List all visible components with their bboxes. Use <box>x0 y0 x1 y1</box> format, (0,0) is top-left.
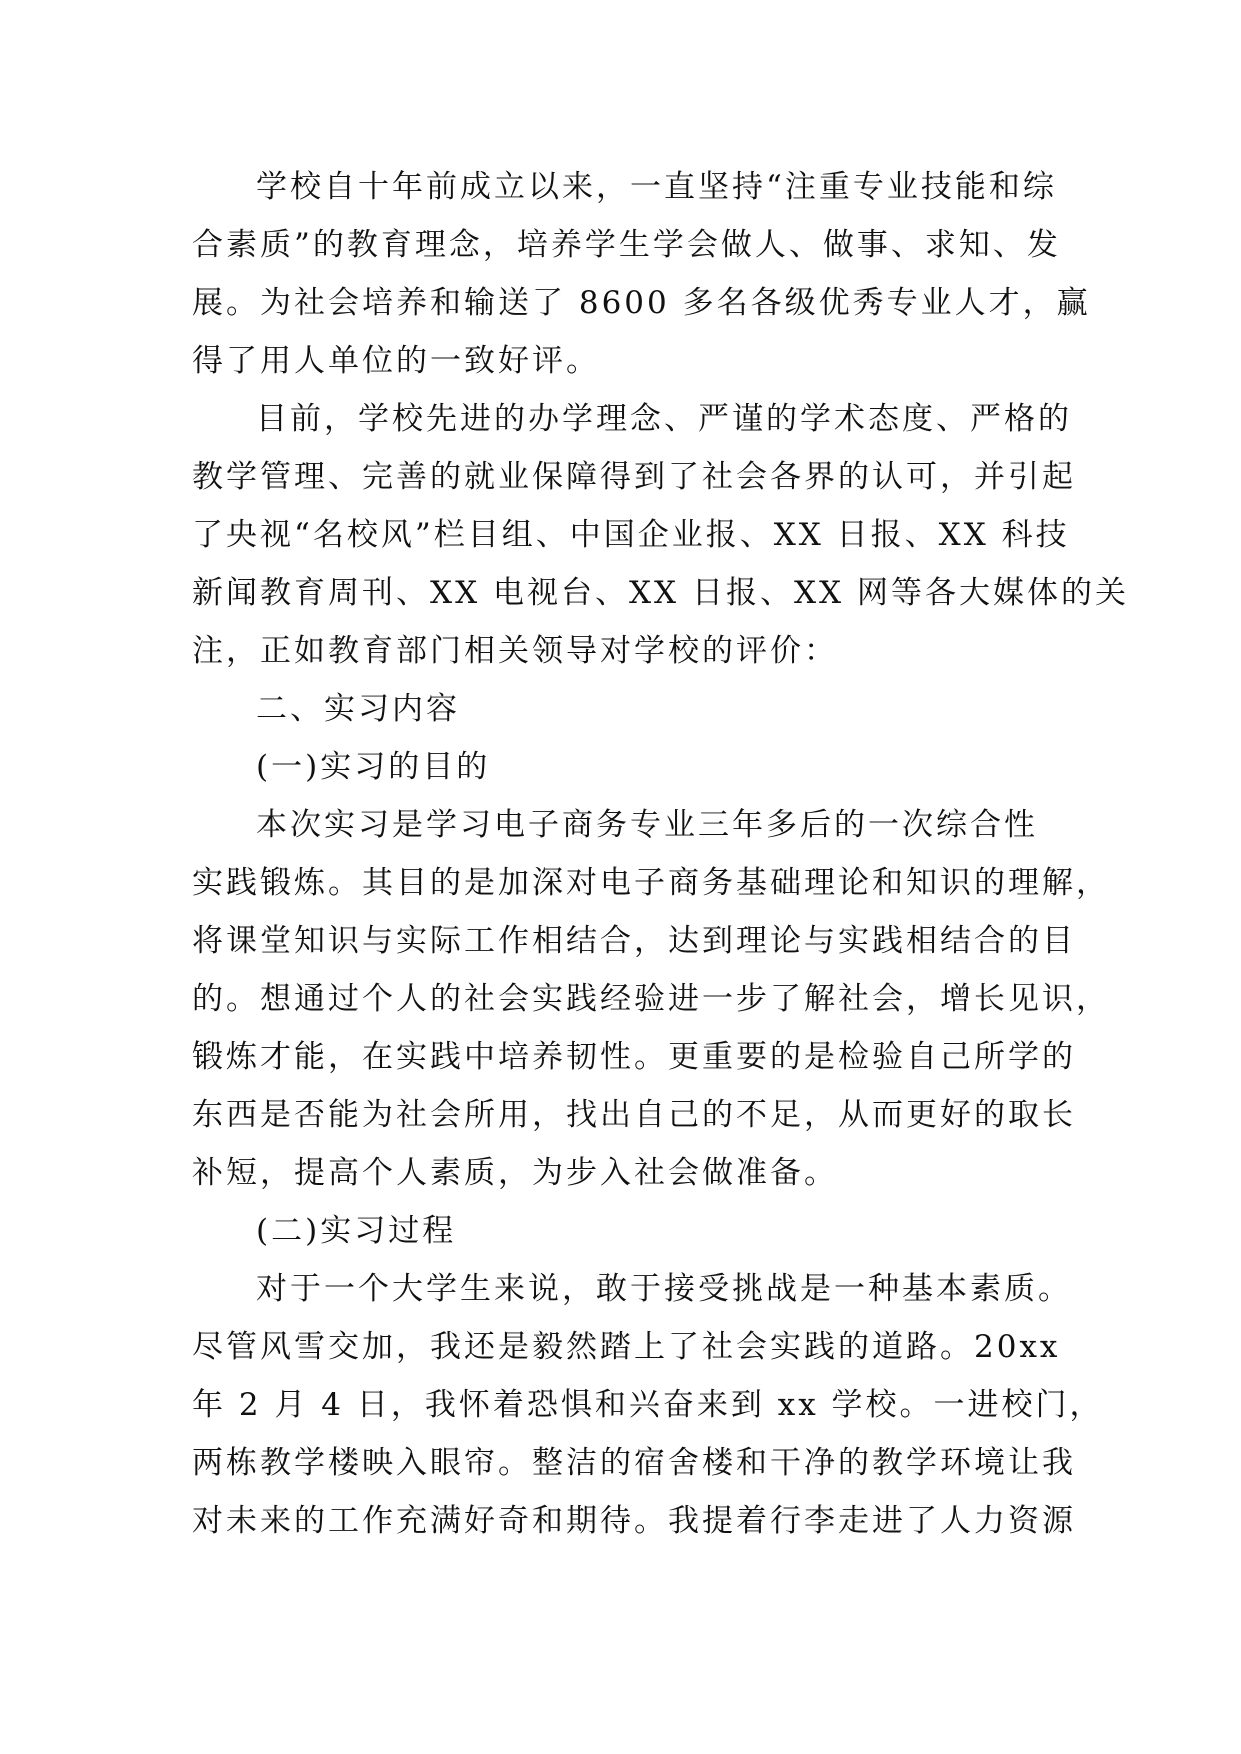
paragraph-line: 合素质”的教育理念，培养学生学会做人、做事、求知、发 <box>192 227 1061 263</box>
paragraph-line: 学校自十年前成立以来，一直坚持“注重专业技能和综 <box>256 169 1057 205</box>
paragraph-line: 对于一个大学生来说，敢于接受挑战是一种基本素质。 <box>256 1271 1072 1307</box>
paragraph-line: 东西是否能为社会所用，找出自己的不足，从而更好的取长 <box>192 1097 1076 1133</box>
paragraph-line: 实践锻炼。其目的是加深对电子商务基础理论和知识的理解， <box>192 865 1110 901</box>
paragraph-line: 新闻教育周刊、XX 电视台、XX 日报、XX 网等各大媒体的关 <box>192 575 1129 611</box>
document-body <box>192 158 1129 1550</box>
paragraph-line: 补短，提高个人素质，为步入社会做准备。 <box>192 1155 838 1191</box>
paragraph-line: 尽管风雪交加，我还是毅然踏上了社会实践的道路。20xx <box>192 1329 1061 1365</box>
paragraph-line: 年 2 月 4 日，我怀着恐惧和兴奋来到 xx 学校。一进校门， <box>192 1387 1104 1423</box>
paragraph-line: 教学管理、完善的就业保障得到了社会各界的认可，并引起 <box>192 459 1076 495</box>
paragraph-line: 的。想通过个人的社会实践经验进一步了解社会，增长见识， <box>192 981 1110 1017</box>
paragraph-line: 目前，学校先进的办学理念、严谨的学术态度、严格的 <box>256 401 1072 437</box>
paragraph-line: 本次实习是学习电子商务专业三年多后的一次综合性 <box>256 807 1038 843</box>
paragraph-line: 对未来的工作充满好奇和期待。我提着行李走进了人力资源 <box>192 1503 1076 1539</box>
paragraph-line: 两栋教学楼映入眼帘。整洁的宿舍楼和干净的教学环境让我 <box>192 1445 1076 1481</box>
paragraph-line: 注，正如教育部门相关领导对学校的评价： <box>192 633 838 669</box>
paragraph-line: 得了用人单位的一致好评。 <box>192 343 600 379</box>
paragraph-line: 展。为社会培养和输送了 8600 多名各级优秀专业人才，赢 <box>192 285 1091 321</box>
paragraph-line: 锻炼才能，在实践中培养韧性。更重要的是检验自己所学的 <box>192 1039 1076 1075</box>
paragraph-line: 了央视“名校风”栏目组、中国企业报、XX 日报、XX 科技 <box>192 517 1070 553</box>
subsection-heading: (二)实习过程 <box>256 1213 457 1249</box>
section-heading: 二、实习内容 <box>256 691 460 727</box>
paragraph-line: 将课堂知识与实际工作相结合，达到理论与实践相结合的目 <box>192 923 1076 959</box>
subsection-heading: (一)实习的目的 <box>256 749 491 785</box>
